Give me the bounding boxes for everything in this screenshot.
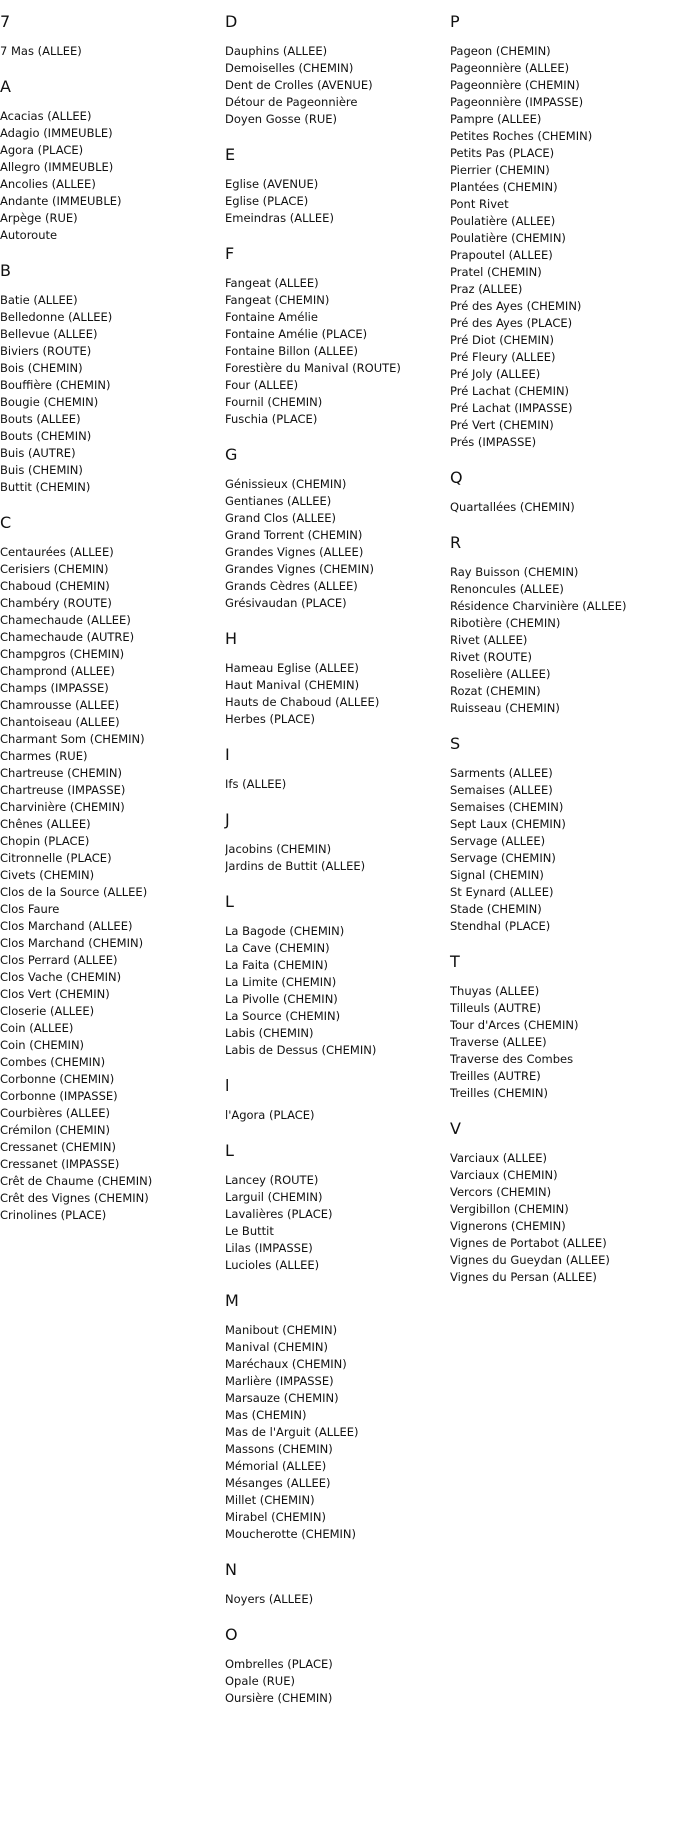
street-name: Poulatière (CHEMIN): [450, 231, 566, 245]
street-name: Forestière du Manival (ROUTE): [225, 361, 401, 375]
street-list: [450, 564, 668, 717]
letter-section: [225, 1625, 443, 1707]
section-letter-heading: D: [225, 12, 238, 31]
street-name: Cressanet (CHEMIN): [0, 1140, 116, 1154]
street-name: Marlière (IMPASSE): [225, 1374, 334, 1388]
street-name: Crêt de Chaume (CHEMIN): [0, 1174, 153, 1188]
street-name: Varciaux (ALLEE): [450, 1151, 547, 1165]
street-name: Grands Cèdres (ALLEE): [225, 579, 358, 593]
street-name: Fournil (CHEMIN): [225, 395, 323, 409]
street-name: Semaises (CHEMIN): [450, 800, 564, 814]
street-name: Demoiselles (CHEMIN): [225, 61, 354, 75]
street-name: Buis (CHEMIN): [0, 463, 83, 477]
street-name: Rivet (ALLEE): [450, 633, 528, 647]
letter-section: [225, 12, 443, 128]
street-name: Mas de l'Arguit (ALLEE): [225, 1425, 359, 1439]
street-name: Détour de Pageonnière: [225, 95, 358, 109]
street-name: Ombrelles (PLACE): [225, 1657, 333, 1671]
street-list: [450, 983, 668, 1102]
street-name: Chartreuse (IMPASSE): [0, 783, 126, 797]
section-letter-heading: P: [450, 12, 460, 31]
letter-section: [225, 892, 443, 1059]
street-name: Fangeat (CHEMIN): [225, 293, 330, 307]
street-index-column-1: [0, 12, 218, 1241]
street-name: Traverse (ALLEE): [450, 1035, 547, 1049]
street-name: Pré Vert (CHEMIN): [450, 418, 554, 432]
street-name: Prapoutel (ALLEE): [450, 248, 553, 262]
section-letter-heading: B: [0, 261, 11, 280]
street-name: Charmes (RUE): [0, 749, 88, 763]
letter-section: [450, 533, 668, 717]
section-letter-heading: I: [225, 745, 230, 764]
letter-section: [225, 810, 443, 875]
street-name: Acacias (ALLEE): [0, 109, 92, 123]
street-name: Servage (ALLEE): [450, 834, 546, 848]
street-name: Fuschia (PLACE): [225, 412, 318, 426]
street-name: Clos Marchand (CHEMIN): [0, 936, 144, 950]
street-name: Labis (CHEMIN): [225, 1026, 314, 1040]
letter-section: [225, 1141, 443, 1274]
street-name: Chamechaude (ALLEE): [0, 613, 131, 627]
street-name: Ifs (ALLEE): [225, 777, 287, 791]
street-name: Mémorial (ALLEE): [225, 1459, 327, 1473]
section-letter-heading: T: [450, 952, 460, 971]
street-name: Roselière (ALLEE): [450, 667, 551, 681]
street-name: Pratel (CHEMIN): [450, 265, 542, 279]
street-name: Moucherotte (CHEMIN): [225, 1527, 357, 1541]
street-name: Thuyas (ALLEE): [450, 984, 540, 998]
street-name: Clos Vert (CHEMIN): [0, 987, 110, 1001]
street-name: Closerie (ALLEE): [0, 1004, 95, 1018]
street-name: Renoncules (ALLEE): [450, 582, 564, 596]
street-name: Millet (CHEMIN): [225, 1493, 315, 1507]
street-name: Pageonnière (ALLEE): [450, 61, 570, 75]
street-name: Gentianes (ALLEE): [225, 494, 332, 508]
street-name: Pré Fleury (ALLEE): [450, 350, 556, 364]
letter-section: [450, 1119, 668, 1286]
street-name: Haut Manival (CHEMIN): [225, 678, 360, 692]
street-name: Grand Clos (ALLEE): [225, 511, 337, 525]
street-name: Tilleuls (AUTRE): [450, 1001, 542, 1015]
street-name: Vignerons (CHEMIN): [450, 1219, 566, 1233]
street-name: Génissieux (CHEMIN): [225, 477, 347, 491]
street-name: Cerisiers (CHEMIN): [0, 562, 109, 576]
street-name: Plantées (CHEMIN): [450, 180, 558, 194]
street-name: Doyen Gosse (RUE): [225, 112, 338, 126]
street-name: Citronnelle (PLACE): [0, 851, 112, 865]
street-name: Fontaine Billon (ALLEE): [225, 344, 358, 358]
street-name: Servage (CHEMIN): [450, 851, 556, 865]
street-name: Bougie (CHEMIN): [0, 395, 99, 409]
street-name: Coin (CHEMIN): [0, 1038, 85, 1052]
street-name: St Eynard (ALLEE): [450, 885, 554, 899]
street-list: [0, 43, 218, 60]
street-list: [450, 43, 668, 451]
letter-section: [225, 1076, 443, 1124]
street-name: Hameau Eglise (ALLEE): [225, 661, 359, 675]
street-list: [0, 108, 218, 244]
section-letter-heading: M: [225, 1291, 239, 1310]
street-list: [225, 176, 443, 227]
street-name: Grand Torrent (CHEMIN): [225, 528, 363, 542]
street-name: Champgros (CHEMIN): [0, 647, 125, 661]
street-name: Pampre (ALLEE): [450, 112, 542, 126]
street-name: Dent de Crolles (AVENUE): [225, 78, 373, 92]
street-name: Marsauze (CHEMIN): [225, 1391, 339, 1405]
street-name: Vercors (CHEMIN): [450, 1185, 552, 1199]
street-list: [450, 1150, 668, 1286]
street-name: Courbières (ALLEE): [0, 1106, 111, 1120]
section-letter-heading: L: [225, 1141, 234, 1160]
street-name: Sept Laux (CHEMIN): [450, 817, 566, 831]
street-name: Buttit (CHEMIN): [0, 480, 91, 494]
street-name: Bouffière (CHEMIN): [0, 378, 111, 392]
section-letter-heading: G: [225, 445, 238, 464]
street-name: Bouts (CHEMIN): [0, 429, 92, 443]
street-name: Le Buttit: [225, 1224, 274, 1238]
street-name: Opale (RUE): [225, 1674, 295, 1688]
street-name: Quartallées (CHEMIN): [450, 500, 575, 514]
street-name: Crinolines (PLACE): [0, 1208, 107, 1222]
street-name: Andante (IMMEUBLE): [0, 194, 122, 208]
street-name: Chambéry (ROUTE): [0, 596, 112, 610]
street-name: Dauphins (ALLEE): [225, 44, 328, 58]
street-name: Ruisseau (CHEMIN): [450, 701, 560, 715]
street-name: Larguil (CHEMIN): [225, 1190, 323, 1204]
street-name: La Source (CHEMIN): [225, 1009, 341, 1023]
letter-section: [450, 734, 668, 935]
street-name: Chamechaude (AUTRE): [0, 630, 135, 644]
street-name: La Limite (CHEMIN): [225, 975, 337, 989]
street-name: Chaboud (CHEMIN): [0, 579, 110, 593]
section-letter-heading: O: [225, 1625, 238, 1644]
section-letter-heading: J: [225, 810, 230, 829]
street-name: Champrond (ALLEE): [0, 664, 115, 678]
street-name: Lancey (ROUTE): [225, 1173, 319, 1187]
street-name: Manibout (CHEMIN): [225, 1323, 338, 1337]
street-name: Pierrier (CHEMIN): [450, 163, 550, 177]
street-name: Corbonne (IMPASSE): [0, 1089, 118, 1103]
street-name: Manival (CHEMIN): [225, 1340, 328, 1354]
street-name: Praz (ALLEE): [450, 282, 523, 296]
street-name: Grandes Vignes (ALLEE): [225, 545, 364, 559]
section-letter-heading: E: [225, 145, 236, 164]
street-name: Tour d'Arces (CHEMIN): [450, 1018, 579, 1032]
street-name: Crémilon (CHEMIN): [0, 1123, 110, 1137]
street-list: [225, 43, 443, 128]
street-name: Cressanet (IMPASSE): [0, 1157, 120, 1171]
street-name: Eglise (AVENUE): [225, 177, 319, 191]
letter-section: [0, 261, 218, 496]
street-name: Lilas (IMPASSE): [225, 1241, 313, 1255]
street-index-column-2: [225, 12, 443, 1724]
letter-section: [225, 1560, 443, 1608]
section-letter-heading: C: [0, 513, 12, 532]
street-name: Noyers (ALLEE): [225, 1592, 314, 1606]
street-name: Varciaux (CHEMIN): [450, 1168, 558, 1182]
street-name: Lucioles (ALLEE): [225, 1258, 320, 1272]
street-name: Agora (PLACE): [0, 143, 84, 157]
letter-section: [225, 145, 443, 227]
section-letter-heading: N: [225, 1560, 237, 1579]
street-name: Fontaine Amélie: [225, 310, 318, 324]
letter-section: [225, 445, 443, 612]
street-list: [225, 841, 443, 875]
street-list: [225, 1322, 443, 1543]
street-name: Stendhal (PLACE): [450, 919, 551, 933]
street-name: La Bagode (CHEMIN): [225, 924, 345, 938]
street-name: Vignes de Portabot (ALLEE): [450, 1236, 607, 1250]
street-name: Chamrousse (ALLEE): [0, 698, 120, 712]
street-name: Charmant Som (CHEMIN): [0, 732, 145, 746]
street-name: Corbonne (CHEMIN): [0, 1072, 115, 1086]
street-name: Fontaine Amélie (PLACE): [225, 327, 368, 341]
street-list: [225, 776, 443, 793]
street-list: [0, 292, 218, 496]
street-name: Pré Lachat (IMPASSE): [450, 401, 573, 415]
street-name: Civets (CHEMIN): [0, 868, 95, 882]
street-name: Bellevue (ALLEE): [0, 327, 98, 341]
letter-section: [225, 244, 443, 428]
letter-section: [225, 629, 443, 728]
street-name: Résidence Charvinière (ALLEE): [450, 599, 627, 613]
street-name: Bois (CHEMIN): [0, 361, 83, 375]
street-name: Hauts de Chaboud (ALLEE): [225, 695, 380, 709]
street-list: [225, 660, 443, 728]
letter-section: [0, 513, 218, 1224]
letter-section: [0, 77, 218, 244]
street-name: Pré des Ayes (PLACE): [450, 316, 573, 330]
street-name: Pré Diot (CHEMIN): [450, 333, 555, 347]
street-name: Batie (ALLEE): [0, 293, 78, 307]
street-name: Lavalières (PLACE): [225, 1207, 333, 1221]
street-name: Massons (CHEMIN): [225, 1442, 333, 1456]
street-name: Pré des Ayes (CHEMIN): [450, 299, 582, 313]
street-name: Sarments (ALLEE): [450, 766, 553, 780]
street-name: Emeindras (ALLEE): [225, 211, 334, 225]
street-name: Clos Faure: [0, 902, 60, 916]
street-name: Prés (IMPASSE): [450, 435, 537, 449]
street-name: Oursière (CHEMIN): [225, 1691, 333, 1705]
street-name: Clos Marchand (ALLEE): [0, 919, 133, 933]
section-letter-heading: V: [450, 1119, 461, 1138]
street-name: La Cave (CHEMIN): [225, 941, 330, 955]
street-name: Poulatière (ALLEE): [450, 214, 556, 228]
street-name: Champs (IMPASSE): [0, 681, 109, 695]
street-name: 7 Mas (ALLEE): [0, 44, 82, 58]
street-list: [225, 1656, 443, 1707]
street-name: Pageonnière (CHEMIN): [450, 78, 580, 92]
street-name: Rivet (ROUTE): [450, 650, 532, 664]
street-name: La Pivolle (CHEMIN): [225, 992, 338, 1006]
street-name: Grésivaudan (PLACE): [225, 596, 347, 610]
street-name: Herbes (PLACE): [225, 712, 316, 726]
section-letter-heading: 7: [0, 12, 11, 31]
street-name: Stade (CHEMIN): [450, 902, 542, 916]
street-name: Allegro (IMMEUBLE): [0, 160, 114, 174]
street-name: Belledonne (ALLEE): [0, 310, 113, 324]
section-letter-heading: H: [225, 629, 238, 648]
street-name: Clos Vache (CHEMIN): [0, 970, 122, 984]
street-name: Biviers (ROUTE): [0, 344, 92, 358]
section-letter-heading: Q: [450, 468, 463, 487]
street-name: Ancolies (ALLEE): [0, 177, 96, 191]
street-name: Clos de la Source (ALLEE): [0, 885, 148, 899]
street-name: Pageonnière (IMPASSE): [450, 95, 584, 109]
section-letter-heading: R: [450, 533, 462, 552]
street-name: Vergibillon (CHEMIN): [450, 1202, 569, 1216]
street-name: Pageon (CHEMIN): [450, 44, 551, 58]
street-name: Charvinière (CHEMIN): [0, 800, 125, 814]
street-name: Traverse des Combes: [450, 1052, 574, 1066]
street-list: [225, 476, 443, 612]
street-list: [225, 1107, 443, 1124]
street-name: Combes (CHEMIN): [0, 1055, 106, 1069]
street-name: Treilles (CHEMIN): [450, 1086, 549, 1100]
street-name: l'Agora (PLACE): [225, 1108, 315, 1122]
street-name: Mirabel (CHEMIN): [225, 1510, 326, 1524]
section-letter-heading: l: [225, 1076, 230, 1095]
street-name: Vignes du Persan (ALLEE): [450, 1270, 597, 1284]
street-name: Signal (CHEMIN): [450, 868, 544, 882]
street-name: Pré Joly (ALLEE): [450, 367, 541, 381]
street-name: Chartreuse (CHEMIN): [0, 766, 122, 780]
street-name: Rozat (CHEMIN): [450, 684, 541, 698]
street-name: Bouts (ALLEE): [0, 412, 81, 426]
street-name: Mas (CHEMIN): [225, 1408, 307, 1422]
street-name: Maréchaux (CHEMIN): [225, 1357, 347, 1371]
street-name: Petits Pas (PLACE): [450, 146, 555, 160]
street-list: [450, 499, 668, 516]
letter-section: [225, 1291, 443, 1543]
street-name: Jacobins (CHEMIN): [225, 842, 332, 856]
street-name: Coin (ALLEE): [0, 1021, 74, 1035]
street-name: Vignes du Gueydan (ALLEE): [450, 1253, 610, 1267]
letter-section: [450, 468, 668, 516]
letter-section: [450, 952, 668, 1102]
street-list: [225, 1591, 443, 1608]
street-name: Labis de Dessus (CHEMIN): [225, 1043, 377, 1057]
street-list: [225, 275, 443, 428]
street-index-column-3: [450, 12, 668, 1303]
street-name: Adagio (IMMEUBLE): [0, 126, 113, 140]
street-list: [450, 765, 668, 935]
street-name: Buis (AUTRE): [0, 446, 76, 460]
street-name: Arpège (RUE): [0, 211, 78, 225]
street-name: Ray Buisson (CHEMIN): [450, 565, 579, 579]
street-name: Ribotière (CHEMIN): [450, 616, 561, 630]
street-name: Four (ALLEE): [225, 378, 299, 392]
street-list: [225, 923, 443, 1059]
street-list: [0, 544, 218, 1224]
street-name: La Faita (CHEMIN): [225, 958, 328, 972]
letter-section: [225, 745, 443, 793]
street-name: Petites Roches (CHEMIN): [450, 129, 593, 143]
letter-section: [450, 12, 668, 451]
street-name: Treilles (AUTRE): [450, 1069, 541, 1083]
street-name: Chantoiseau (ALLEE): [0, 715, 120, 729]
street-name: Fangeat (ALLEE): [225, 276, 319, 290]
street-name: Eglise (PLACE): [225, 194, 309, 208]
street-name: Jardins de Buttit (ALLEE): [225, 859, 366, 873]
section-letter-heading: S: [450, 734, 461, 753]
street-name: Mésanges (ALLEE): [225, 1476, 331, 1490]
street-list: [225, 1172, 443, 1274]
street-name: Semaises (ALLEE): [450, 783, 553, 797]
street-name: Autoroute: [0, 228, 58, 242]
street-name: Pont Rivet: [450, 197, 509, 211]
street-name: Pré Lachat (CHEMIN): [450, 384, 570, 398]
street-name: Chopin (PLACE): [0, 834, 90, 848]
section-letter-heading: F: [225, 244, 235, 263]
section-letter-heading: A: [0, 77, 11, 96]
street-name: Grandes Vignes (CHEMIN): [225, 562, 374, 576]
section-letter-heading: L: [225, 892, 234, 911]
letter-section: [0, 12, 218, 60]
street-name: Clos Perrard (ALLEE): [0, 953, 118, 967]
street-name: Centaurées (ALLEE): [0, 545, 114, 559]
street-name: Crêt des Vignes (CHEMIN): [0, 1191, 149, 1205]
street-name: Chênes (ALLEE): [0, 817, 91, 831]
